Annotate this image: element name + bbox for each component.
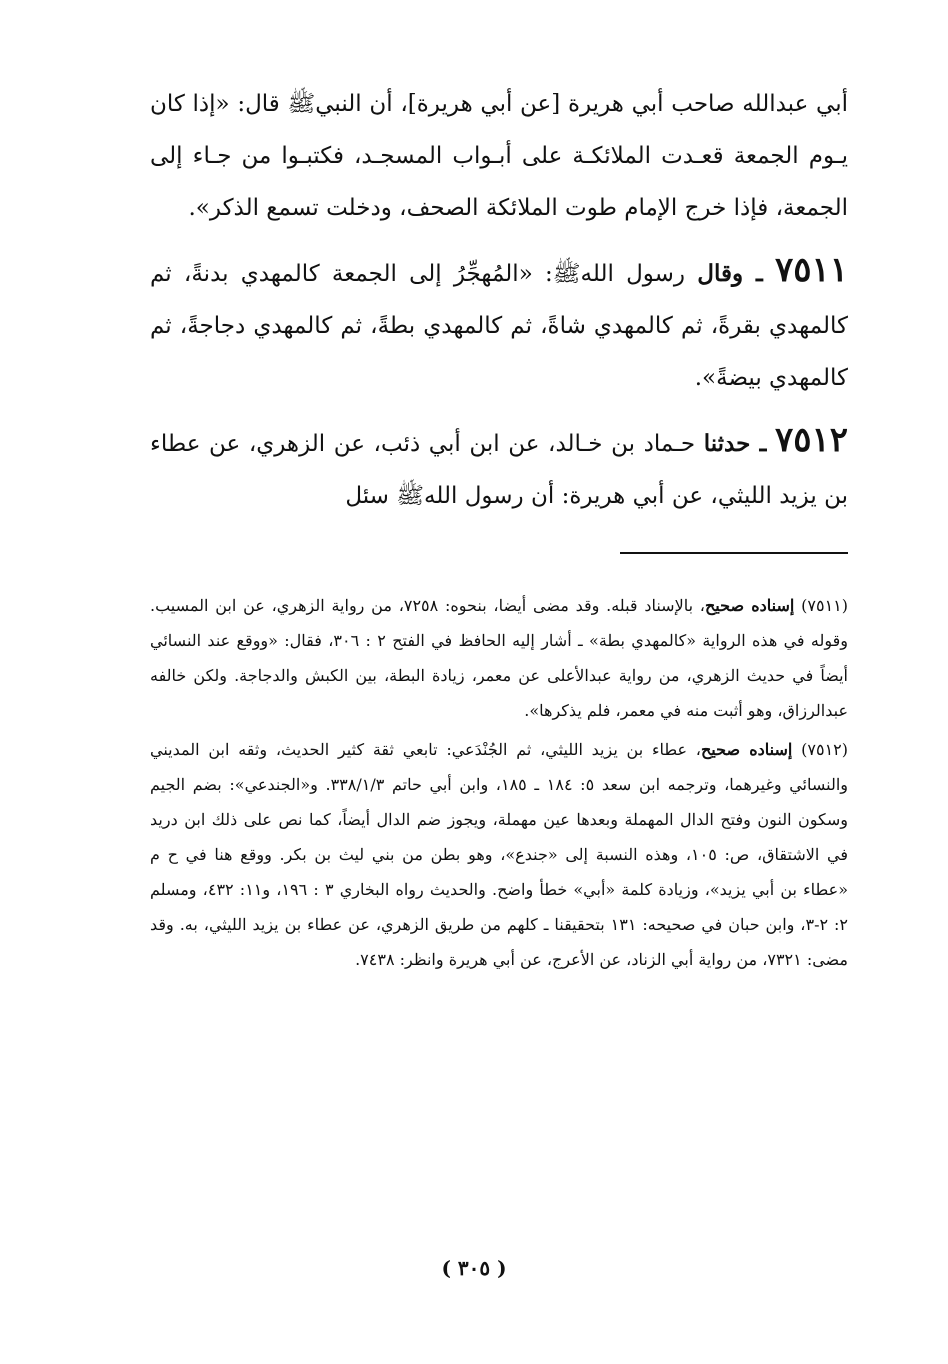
footnote-text: ، بالإسناد قبله. وقد مضى أيضا، بنحوه: ٧٢٥٨، من رواية الزهري، عن ابن المسيب. وقوله في هذه الرواية «كالمهدي بطة» ـ أشار إليه الحافظ في الفتح ٢ : ٣٠٦، فقال: «ووقع عند النسائي أيضاً في حديث الزهري، من رواية عبدالأعلى عن معمر، زيادة البطة، بين الكبش والدجاجة. ولكن خالفه عبدالرزاق، وهو أثبت منه في معمر، فلم يذكرها». <box>150 596 849 720</box>
page-number: ( ٣٠٥ ) <box>441 1256 507 1280</box>
footnotes <box>150 588 848 981</box>
hadith-number: ٧٥١٢ <box>774 420 848 460</box>
main-text <box>150 78 848 532</box>
footnote-number: (٧٥١١) <box>801 596 848 615</box>
hadith-text: رسول اللهﷺ: «المُهجِّرُ إلى الجمعة كالمهدي بدنةً، ثم كالمهدي بقرةً، ثم كالمهدي شاةً، ثم كالمهدي بطةً، ثم كالمهدي دجاجةً، ثم كالمهدي بيضةً». <box>150 261 848 391</box>
hadith-opening-word: حدثنا <box>703 430 751 457</box>
hadith-text: حـماد بن خـالد، عن ابن أبي ذئب، عن الزهري، عن عطاء بن يزيد الليثي، عن أبي هريرة: أن رسول اللهﷺ سئل <box>150 431 848 509</box>
footnote-label: إسناده صحيح <box>700 740 793 759</box>
hadith-7512: ٧٥١٢ ـ حدثنا حـماد بن خـالد، عن ابن أبي ذئب، عن الزهري، عن عطاء بن يزيد الليثي، عن أبي هريرة: أن رسول اللهﷺ سئل <box>150 420 848 509</box>
hadith-7511: ٧٥١١ ـ وقال رسول اللهﷺ: «المُهجِّرُ إلى الجمعة كالمهدي بدنةً، ثم كالمهدي بقرةً، ثم كالمهدي شاةً، ثم كالمهدي بطةً، ثم كالمهدي دجاجةً، ثم كالمهدي بيضةً». <box>150 250 849 391</box>
footnote-label: إسناده صحيح <box>704 596 795 615</box>
footnote-7512 <box>150 732 848 977</box>
paragraph-text: أبي عبدالله صاحب أبي هريرة [عن أبي هريرة]، أن النبيﷺ قال: «إذا كان يـوم الجمعة قعـدت الملائكـة على أبـواب المسجـد، فكتبـوا من جـاء إلى الجمعة، فإذا خرج الإمام طوت الملائكة الصحف، ودخلت تسمع الذكر». <box>150 91 848 221</box>
paragraph-continuation <box>150 78 848 234</box>
footnote-number: (٧٥١٢) <box>801 740 849 759</box>
hadith-number: ٧٥١١ <box>774 250 849 290</box>
footnote-7511 <box>150 588 848 728</box>
footnote-text: ، عطاء بن يزيد الليثي، ثم الجُنْدَعي: تابعي ثقة كثير الحديث، وثقه ابن المديني والنسائي وغيرهما، وترجمه ابن سعد ٥: ١٨٤ ـ ١٨٥، وابن أبي حاتم ٣٣٨/١/٣. و«الجندعي»: بضم الجيم وسكون النون وفتح الدال المهملة وبعدها عين مهملة، ويجوز ضم الدال أيضاً، كما نص على ذلك ابن دريد في الاشتقاق، ص: ١٠٥، وهذه النسبة إلى «جندع»، وهو بطن من بني ليث بن بكر. ووقع هنا في ح م «عطاء بن أبي يزيد»، وزيادة كلمة «أبي» خطأ واضح. والحديث رواه البخاري ٣ : ١٩٦، و١١: ٤٣٢، ومسلم ٢: ٢-٣، وابن حبان في صحيحه: ١٣١ بتحقيقنا ـ كلهم من طريق الزهري، عن عطاء بن يزيد الليثي، به. وقد مضى: ٧٣٢١، من رواية أبي الزناد، عن الأعرج، عن أبي هريرة وانظر: ٧٤٣٨. <box>150 740 849 969</box>
hadith-opening-word: وقال <box>697 260 744 287</box>
footnote-separator <box>620 552 848 554</box>
